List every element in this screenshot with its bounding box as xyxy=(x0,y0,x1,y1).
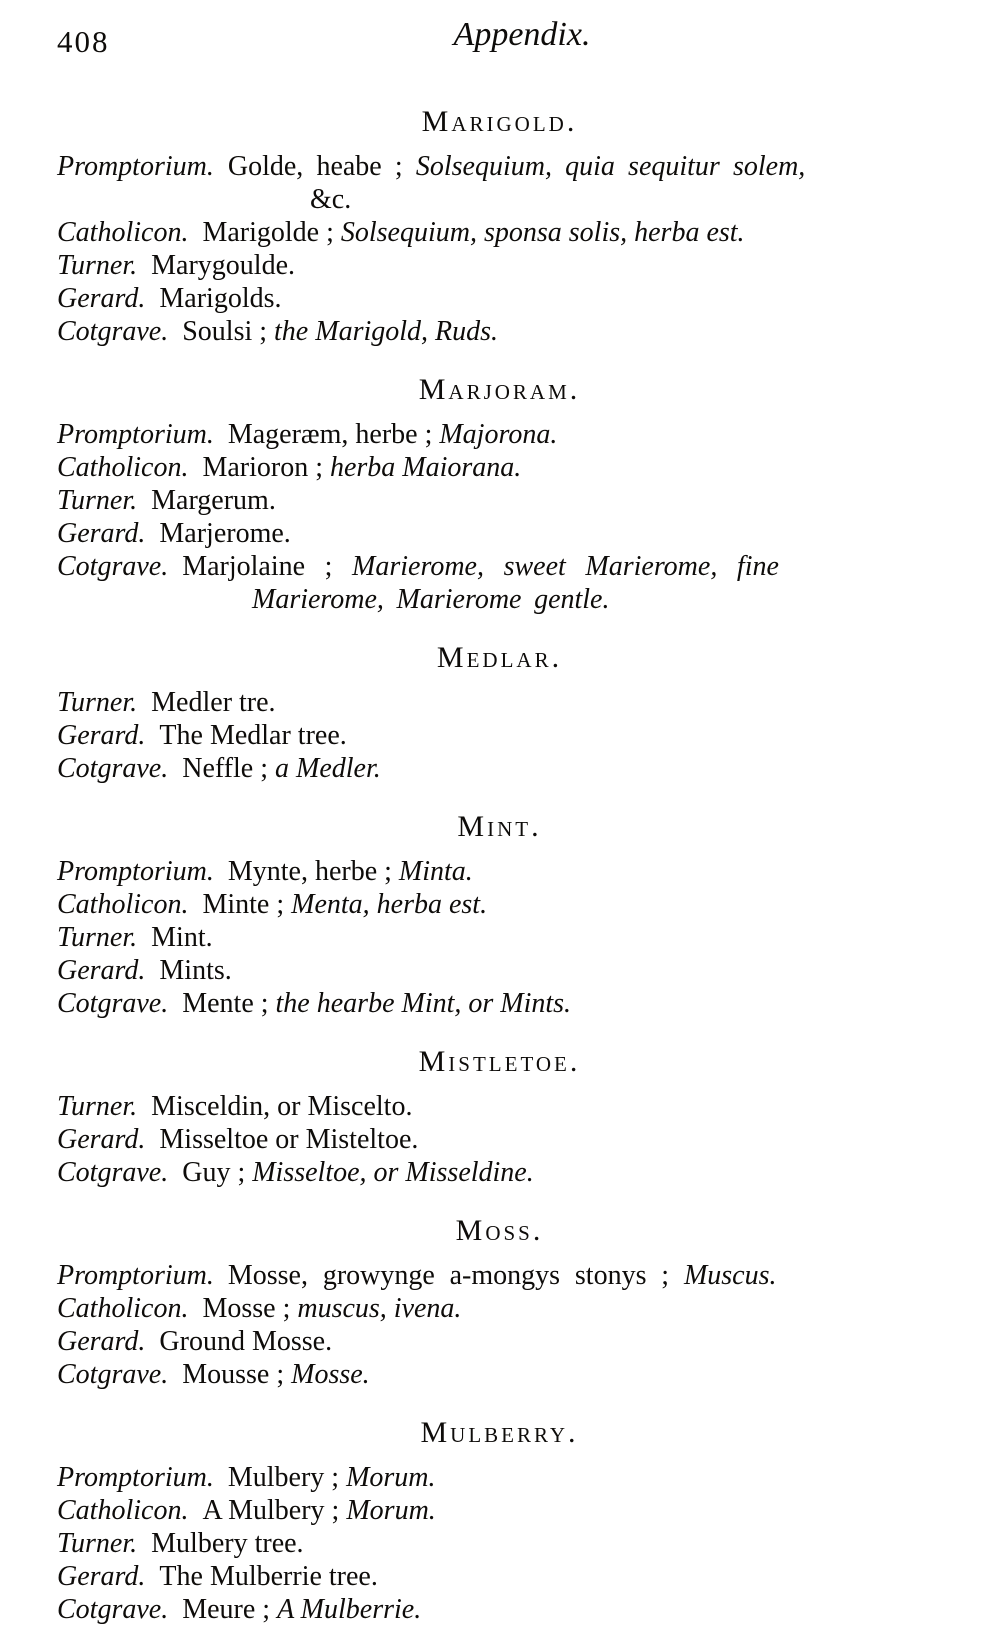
entry xyxy=(57,855,942,888)
section-heading: Medlar. xyxy=(436,641,563,674)
dictionary-section xyxy=(57,640,942,785)
entry-line xyxy=(57,150,942,183)
entry-line xyxy=(57,855,942,888)
entry xyxy=(57,1527,942,1560)
entry xyxy=(57,1593,942,1626)
entry-source: Catholicon. xyxy=(57,1495,189,1526)
dictionary-section xyxy=(57,104,942,348)
entry-text: Marigolds. xyxy=(159,283,282,314)
entry-text: Golde, heabe ; xyxy=(227,151,416,182)
entry-source: Gerard. xyxy=(57,720,146,751)
entry-source: Gerard. xyxy=(57,955,146,986)
entry-line xyxy=(57,888,942,921)
entry-source: Cotgrave. xyxy=(57,316,169,347)
entry-line xyxy=(57,484,942,517)
entry xyxy=(57,1090,942,1123)
entry-text: A Mulbery ; xyxy=(202,1495,347,1526)
entry xyxy=(57,1494,942,1527)
entry-source: Gerard. xyxy=(57,518,146,549)
entry-continuation-text: &c. xyxy=(310,184,352,215)
entry-text: Mosse ; xyxy=(202,1293,298,1324)
entry xyxy=(57,752,942,785)
entry-source: Turner. xyxy=(57,1091,138,1122)
entry-text: Misceldin, or Miscelto. xyxy=(151,1091,413,1122)
entry-source: Promptorium. xyxy=(57,856,214,887)
entry-line xyxy=(57,1292,942,1325)
entry-text-italic: a Medler. xyxy=(275,753,381,784)
entry-text-italic: Morum. xyxy=(346,1462,436,1493)
entry-source: Turner. xyxy=(57,485,138,516)
entry-text: Marygoulde. xyxy=(151,250,296,281)
entry-text-italic: Menta, herba est. xyxy=(291,889,488,920)
entry-text: Soulsi ; xyxy=(182,316,275,347)
entry xyxy=(57,216,942,249)
entry-text: Guy ; xyxy=(182,1157,253,1188)
entry-text-italic: Solsequium, quia sequitur solem, xyxy=(415,151,806,182)
entry-source: Promptorium. xyxy=(57,151,214,182)
entry-source: Cotgrave. xyxy=(57,1594,169,1625)
entry xyxy=(57,719,942,752)
entry-line xyxy=(57,719,942,752)
section-heading: Marjoram. xyxy=(418,373,581,406)
entry-line xyxy=(57,987,942,1020)
entry-text-italic: the Marigold, Ruds. xyxy=(274,316,499,347)
entry-source: Turner. xyxy=(57,1528,138,1559)
entry-text: Meure ; xyxy=(182,1594,278,1625)
entry-line xyxy=(57,752,942,785)
entry xyxy=(57,150,942,216)
entry-source: Promptorium. xyxy=(57,1260,214,1291)
entry-text: Margerum. xyxy=(151,485,276,516)
entry-line xyxy=(57,216,942,249)
entry-source: Catholicon. xyxy=(57,452,189,483)
entry-text-italic: Misseltoe, or Misseldine. xyxy=(252,1157,534,1188)
entry-line xyxy=(57,418,942,451)
entry-line xyxy=(57,1090,942,1123)
entry-source: Catholicon. xyxy=(57,889,189,920)
entry-source: Turner. xyxy=(57,687,138,718)
entry xyxy=(57,1461,942,1494)
entry-text: Mynte, herbe ; xyxy=(227,856,399,887)
entry-source: Gerard. xyxy=(57,283,146,314)
entry-source: Promptorium. xyxy=(57,419,214,450)
entry-text: Mulbery tree. xyxy=(151,1528,304,1559)
entry xyxy=(57,517,942,550)
dictionary-section xyxy=(57,809,942,1020)
entry xyxy=(57,686,942,719)
entry-line xyxy=(57,1325,942,1358)
entry-line xyxy=(57,1527,942,1560)
dictionary-section xyxy=(57,1044,942,1189)
entry-text-italic: Mosse. xyxy=(291,1359,370,1390)
entry-source: Gerard. xyxy=(57,1561,146,1592)
entry-line xyxy=(57,517,942,550)
entry-text: Medler tre. xyxy=(151,687,276,718)
entry-continuation-line xyxy=(310,183,942,216)
entry-line xyxy=(57,315,942,348)
entry xyxy=(57,921,942,954)
section-heading: Moss. xyxy=(455,1214,544,1247)
entry-line xyxy=(57,1461,942,1494)
entry-text: Mageræm, herbe ; xyxy=(227,419,440,450)
entry-source: Cotgrave. xyxy=(57,753,169,784)
entry-text: Mints. xyxy=(159,955,232,986)
entry xyxy=(57,484,942,517)
entry xyxy=(57,550,942,616)
entry-text: Marjolaine ; xyxy=(182,551,353,582)
entry xyxy=(57,1560,942,1593)
entry-source: Catholicon. xyxy=(57,1293,189,1324)
entry-text-italic: Marierome, sweet Marierome, fine xyxy=(352,551,779,582)
entry-text: Minte ; xyxy=(202,889,292,920)
entry-text-italic: Morum. xyxy=(346,1495,436,1526)
entry-source: Gerard. xyxy=(57,1326,146,1357)
entry-text: Marjerome. xyxy=(159,518,291,549)
entry-line xyxy=(57,550,942,583)
entry-text-italic: Minta. xyxy=(398,856,473,887)
entry-line xyxy=(57,954,942,987)
entry xyxy=(57,954,942,987)
entry xyxy=(57,987,942,1020)
entry-line xyxy=(57,1494,942,1527)
entry-continuation-text-italic: Marierome, Marierome gentle. xyxy=(252,584,610,615)
entry-source: Cotgrave. xyxy=(57,551,169,582)
entry-source: Turner. xyxy=(57,922,138,953)
entry-text: Ground Mosse. xyxy=(159,1326,333,1357)
entry-text-italic: Solsequium, sponsa solis, herba est. xyxy=(340,217,745,248)
entry-line xyxy=(57,1123,942,1156)
entry-text-italic: the hearbe Mint, or Mints. xyxy=(275,988,572,1019)
entry-source: Cotgrave. xyxy=(57,1359,169,1390)
entry-text: Marigolde ; xyxy=(202,217,341,248)
entry xyxy=(57,282,942,315)
section-heading: Marigold. xyxy=(421,105,578,138)
entry xyxy=(57,888,942,921)
dictionary-section xyxy=(57,372,942,616)
entry-source: Turner. xyxy=(57,250,138,281)
entry-line xyxy=(57,1156,942,1189)
entry-text-italic: herba Maiorana. xyxy=(329,452,522,483)
entry-line xyxy=(57,921,942,954)
entry-text: The Mulberrie tree. xyxy=(159,1561,378,1592)
entry-text: Misseltoe or Misteltoe. xyxy=(159,1124,419,1155)
entry xyxy=(57,418,942,451)
entry-source: Cotgrave. xyxy=(57,988,169,1019)
entry-line xyxy=(57,1358,942,1391)
entry-line xyxy=(57,282,942,315)
section-heading: Mulberry. xyxy=(420,1416,579,1449)
entry-text: Mint. xyxy=(151,922,213,953)
entry-text-italic: Majorona. xyxy=(439,419,558,450)
entry-line xyxy=(57,249,942,282)
entry xyxy=(57,249,942,282)
entry-text: Mente ; xyxy=(182,988,276,1019)
entry xyxy=(57,1292,942,1325)
entry-text-italic: muscus, ivena. xyxy=(297,1293,462,1324)
entry xyxy=(57,1156,942,1189)
entry-line xyxy=(57,1560,942,1593)
section-heading: Mint. xyxy=(457,810,542,843)
entry-text: Mousse ; xyxy=(182,1359,292,1390)
page-title: Appendix. xyxy=(453,16,591,53)
entry-text: Neffle ; xyxy=(182,753,275,784)
entry-text-italic: Muscus. xyxy=(683,1260,777,1291)
dictionary-section xyxy=(57,1415,942,1626)
entry xyxy=(57,1325,942,1358)
page-number: 408 xyxy=(57,24,110,59)
entry-text: The Medlar tree. xyxy=(159,720,347,751)
entry-text: Mosse, growynge a-mongys stonys ; xyxy=(227,1260,684,1291)
entry xyxy=(57,451,942,484)
entry xyxy=(57,315,942,348)
entry-text: Mulbery ; xyxy=(227,1462,347,1493)
page-header xyxy=(0,0,1000,72)
entry-source: Gerard. xyxy=(57,1124,146,1155)
page-content xyxy=(0,104,1000,1626)
entry-continuation-line xyxy=(252,583,942,616)
dictionary-section xyxy=(57,1213,942,1391)
entry xyxy=(57,1358,942,1391)
entry-line xyxy=(57,1593,942,1626)
entry-source: Catholicon. xyxy=(57,217,189,248)
entry-text-italic: A Mulberrie. xyxy=(277,1594,422,1625)
entry-line xyxy=(57,1259,942,1292)
entry xyxy=(57,1259,942,1292)
entry-text: Marioron ; xyxy=(202,452,330,483)
entry-source: Cotgrave. xyxy=(57,1157,169,1188)
entry xyxy=(57,1123,942,1156)
section-heading: Mistletoe. xyxy=(418,1045,581,1078)
entry-source: Promptorium. xyxy=(57,1462,214,1493)
entry-line xyxy=(57,451,942,484)
entry-line xyxy=(57,686,942,719)
